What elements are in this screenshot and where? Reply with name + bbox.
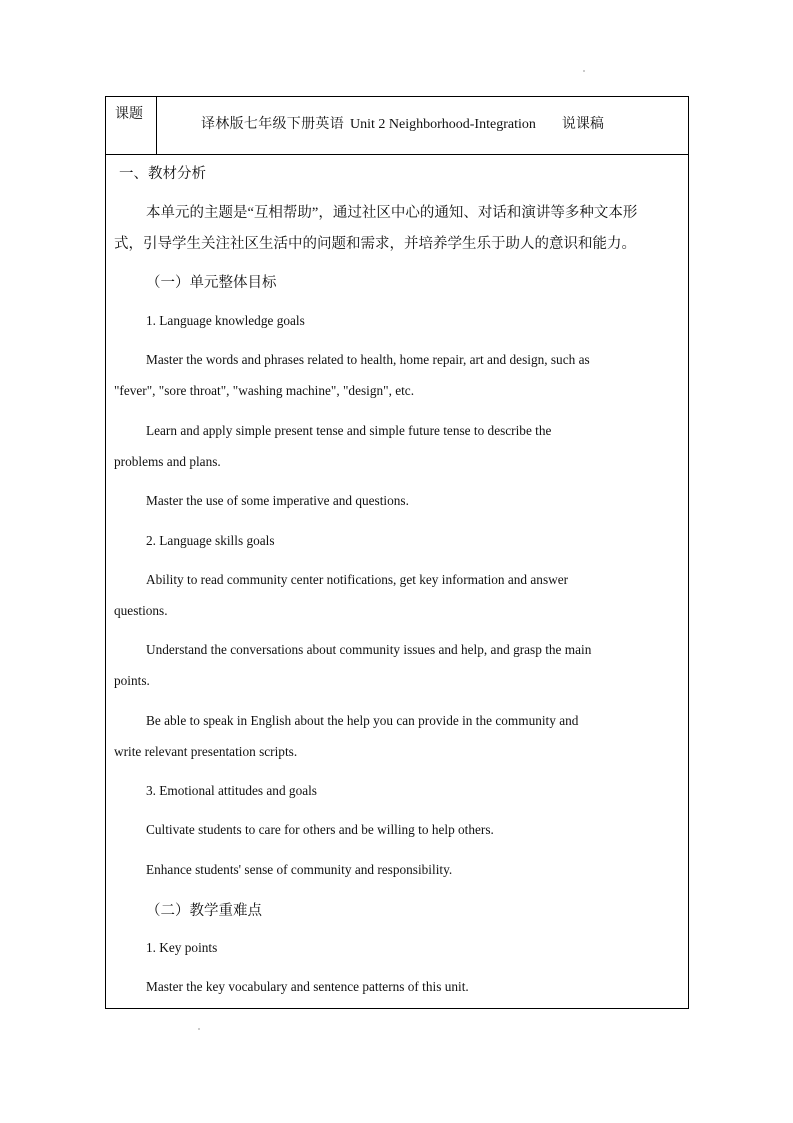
paragraph-line: Master the key vocabulary and sentence patterns of this unit. — [146, 979, 469, 994]
goal-heading: 2. Language skills goals — [146, 533, 275, 548]
scan-speck — [583, 70, 585, 72]
paragraph-line: Cultivate students to care for others and be willing to help others. — [146, 822, 494, 837]
subsection-heading-key-points: （二）教学重难点 — [146, 903, 262, 919]
paragraph-line: points. — [114, 673, 150, 688]
paragraph-line: write relevant presentation scripts. — [114, 744, 298, 759]
paragraph-line: problems and plans. — [114, 454, 221, 469]
paragraph-line: Enhance students' sense of community and responsibility. — [146, 862, 453, 877]
goal-heading: 1. Language knowledge goals — [146, 313, 305, 328]
title-chinese: 译林版七年级下册英语 — [201, 117, 344, 132]
intro-paragraph-line: 式，引导学生关注社区生活中的问题和需求，并培养学生乐于助人的意识和能力。 — [114, 236, 636, 252]
paragraph-line: Learn and apply simple present tense and simple future tense to describe the — [146, 423, 552, 438]
paragraph-line: questions. — [114, 603, 168, 618]
intro-paragraph-line: 本单元的主题是“互相帮助”，通过社区中心的通知、对话和演讲等多种文本形 — [146, 205, 638, 221]
paragraph-line: Be able to speak in English about the help you can provide in the community and — [146, 713, 579, 728]
title-english: Unit 2 Neighborhood-Integration — [350, 117, 536, 132]
title-row — [106, 97, 688, 155]
goal-heading: 3. Emotional attitudes and goals — [146, 783, 317, 798]
document-title — [201, 113, 604, 133]
paragraph-line: Ability to read community center notifications, get key information and answer — [146, 572, 569, 587]
paragraph-line: "fever", "sore throat", "washing machine", "design", etc. — [114, 383, 415, 398]
title-label-cell — [106, 97, 157, 154]
paragraph-line: Understand the conversations about community issues and help, and grasp the main — [146, 642, 592, 657]
lesson-plan-table — [105, 96, 689, 1009]
title-doc-type: 说课稿 — [561, 117, 604, 132]
paragraph-line: Master the words and phrases related to health, home repair, art and design, such as — [146, 352, 590, 367]
scan-speck — [198, 1028, 200, 1030]
goal-heading: 1. Key points — [146, 940, 218, 955]
subsection-heading-goals: （一）单元整体目标 — [146, 275, 277, 291]
section-heading-analysis: 一、教材分析 — [119, 166, 206, 182]
paragraph-line: Master the use of some imperative and questions. — [146, 493, 409, 508]
title-label: 课题 — [115, 107, 143, 122]
